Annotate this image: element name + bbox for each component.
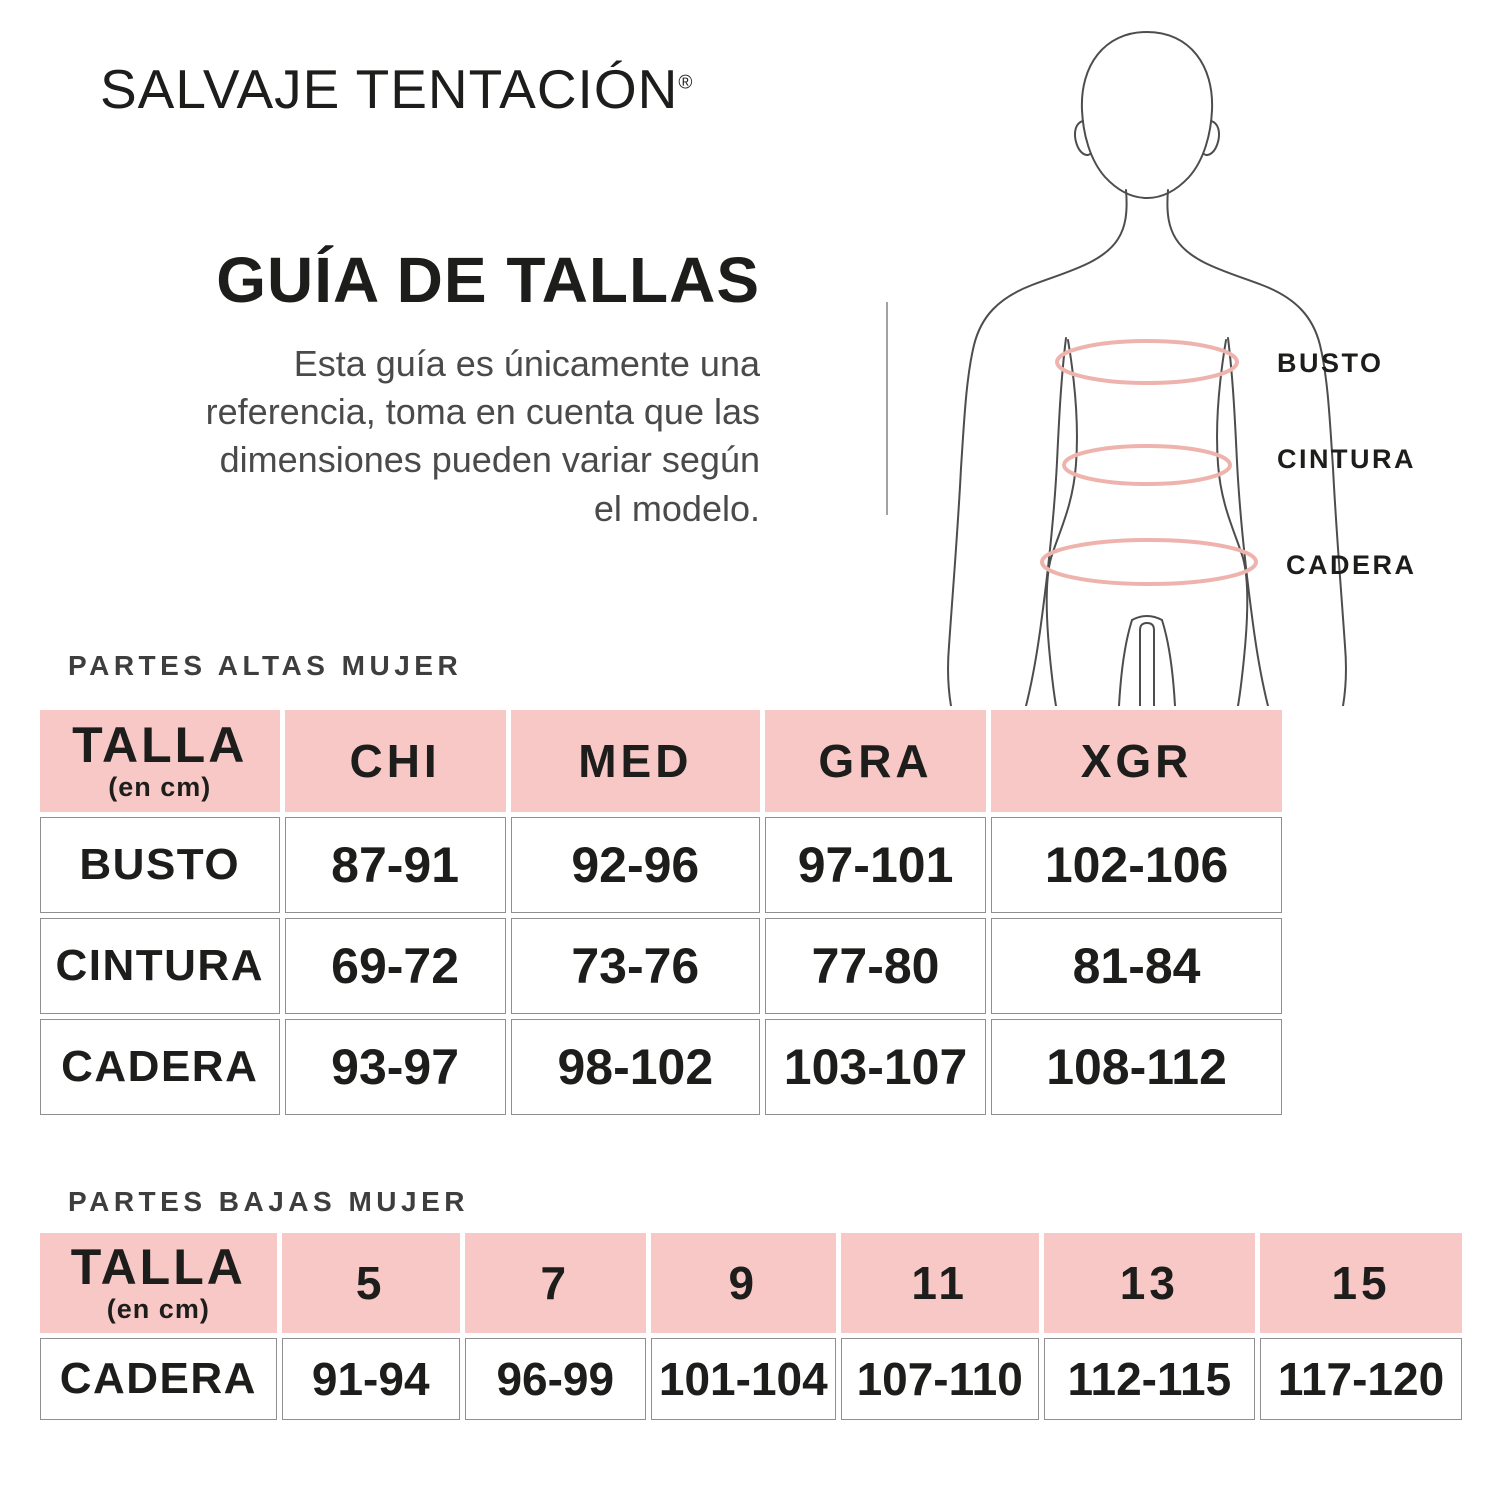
cell-value: 112-115: [1044, 1338, 1256, 1420]
size-col-med: MED: [511, 710, 760, 812]
row-label: BUSTO: [40, 817, 280, 913]
cell-value: 92-96: [511, 817, 760, 913]
upper-table-header-row: [40, 710, 1282, 812]
cell-value: 91-94: [282, 1338, 460, 1420]
cell-value: 96-99: [465, 1338, 646, 1420]
size-col-11: 11: [841, 1233, 1039, 1333]
unit-label: (en cm): [106, 1294, 210, 1325]
cell-value: 97-101: [765, 817, 986, 913]
talla-label: TALLA: [72, 716, 248, 773]
lower-section-title: PARTES BAJAS MUJER: [68, 1186, 469, 1217]
talla-label: TALLA: [70, 1238, 246, 1295]
size-col-7: 7: [465, 1233, 646, 1333]
cell-value: 102-106: [991, 817, 1282, 913]
lower-table-header-row: [40, 1233, 1462, 1333]
table-row-cadera: [40, 1338, 1462, 1420]
cell-value: 93-97: [285, 1019, 506, 1115]
table-row-busto: [40, 817, 1282, 913]
brand-logo: [100, 58, 693, 120]
row-label: CADERA: [40, 1019, 280, 1115]
description-line: referencia, toma en cuenta que las: [205, 391, 760, 433]
size-col-gra: GRA: [765, 710, 986, 812]
size-col-xgr: XGR: [991, 710, 1282, 812]
cell-value: 77-80: [765, 918, 986, 1014]
page-title: GUÍA DE TALLAS: [216, 244, 760, 316]
body-measurement-figure: [860, 18, 1500, 706]
unit-label: (en cm): [108, 772, 212, 803]
brand-name: SALVAJE TENTACIÓN: [100, 58, 679, 120]
size-header-talla: [40, 710, 280, 812]
guide-description: [80, 340, 760, 533]
cell-value: 81-84: [991, 918, 1282, 1014]
registered-mark: ®: [678, 72, 693, 94]
description-line: el modelo.: [593, 487, 760, 529]
size-col-chi: CHI: [285, 710, 506, 812]
intro-block: [80, 244, 760, 533]
size-col-13: 13: [1044, 1233, 1256, 1333]
cell-value: 101-104: [651, 1338, 836, 1420]
cell-value: 107-110: [841, 1338, 1039, 1420]
upper-sizes-table: [35, 705, 1287, 1120]
lower-sizes-table: [35, 1228, 1467, 1425]
size-col-9: 9: [651, 1233, 836, 1333]
description-line: Esta guía es únicamente una: [293, 343, 760, 384]
cell-value: 98-102: [511, 1019, 760, 1115]
table-row-cadera: [40, 1019, 1282, 1115]
cell-value: 108-112: [991, 1019, 1282, 1115]
row-label: CADERA: [40, 1338, 277, 1420]
waist-measure-line: [1064, 446, 1230, 484]
bust-measure-line: [1057, 341, 1237, 383]
description-line: dimensiones pueden variar según: [219, 439, 760, 481]
size-col-15: 15: [1260, 1233, 1462, 1333]
bust-label: BUSTO: [1277, 348, 1384, 378]
cell-value: 73-76: [511, 918, 760, 1014]
size-header-talla: [40, 1233, 277, 1333]
waist-label: CINTURA: [1277, 444, 1416, 474]
cell-value: 103-107: [765, 1019, 986, 1115]
female-silhouette-illustration: [860, 18, 1500, 706]
size-col-5: 5: [282, 1233, 460, 1333]
cell-value: 87-91: [285, 817, 506, 913]
cell-value: 69-72: [285, 918, 506, 1014]
table-row-cintura: [40, 918, 1282, 1014]
cell-value: 117-120: [1260, 1338, 1462, 1420]
row-label: CINTURA: [40, 918, 280, 1014]
upper-section-title: PARTES ALTAS MUJER: [68, 650, 463, 681]
hip-measure-line: [1042, 540, 1256, 584]
hip-label: CADERA: [1286, 550, 1417, 580]
